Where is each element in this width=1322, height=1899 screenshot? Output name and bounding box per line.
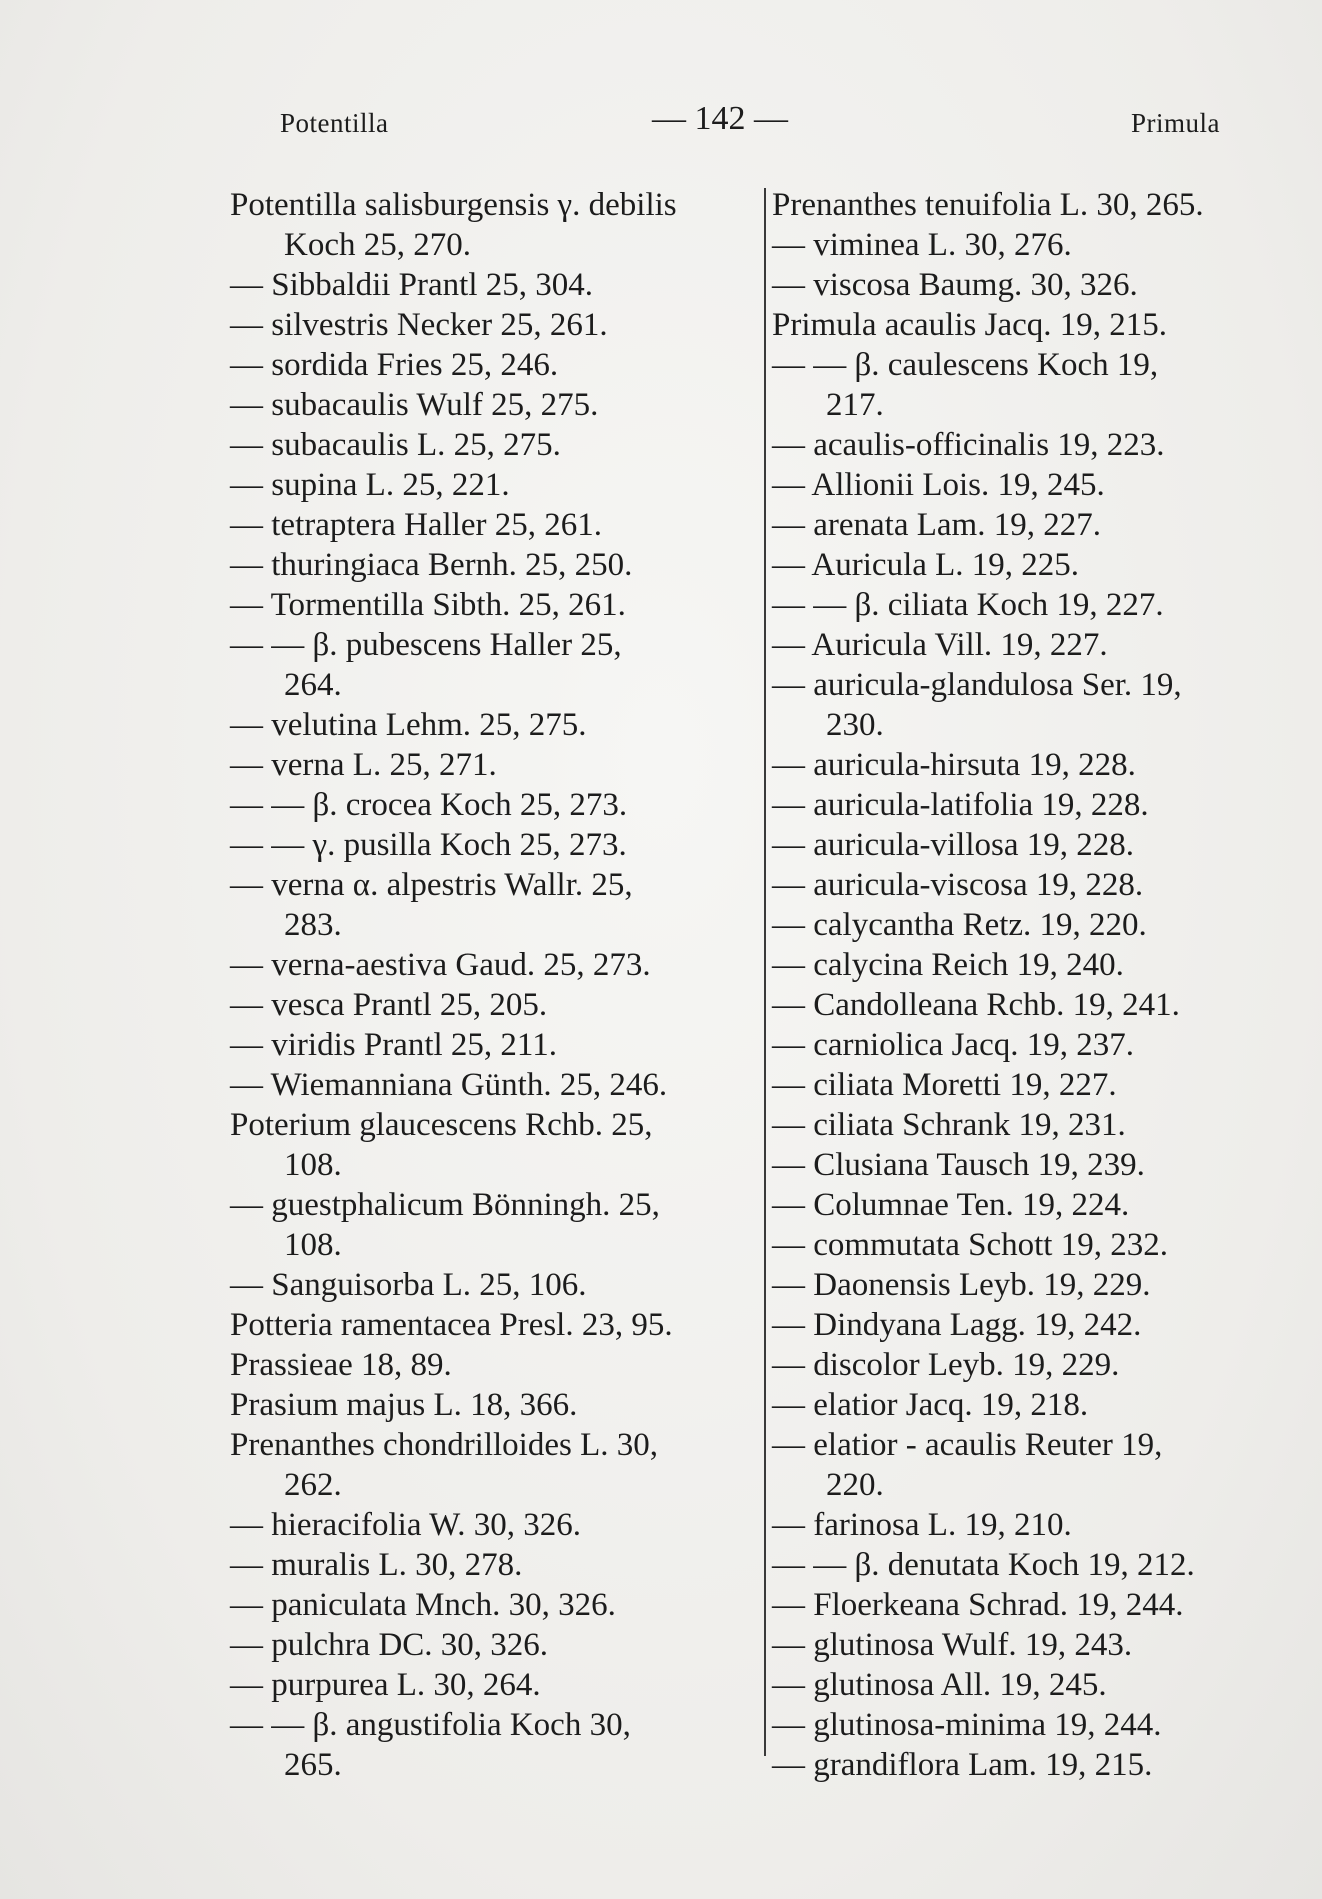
- index-entry-line: — silvestris Necker 25, 261.: [230, 307, 608, 343]
- index-entry-line: — subacaulis L. 25, 275.: [230, 427, 561, 463]
- index-entry-line: — — β. ciliata Koch 19, 227.: [772, 587, 1164, 623]
- index-entry-line: — glutinosa Wulf. 19, 243.: [772, 1627, 1133, 1663]
- index-entry-line: 108.: [284, 1147, 342, 1183]
- index-entry-line: — purpurea L. 30, 264.: [230, 1667, 541, 1703]
- index-entry-line: — glutinosa All. 19, 245.: [772, 1667, 1107, 1703]
- index-entry-line: — — β. caulescens Koch 19,: [772, 347, 1159, 383]
- index-entry-line: — verna-aestiva Gaud. 25, 273.: [230, 947, 651, 983]
- index-entry-line: — — β. pubescens Haller 25,: [230, 627, 622, 663]
- index-entry-line: — velutina Lehm. 25, 275.: [230, 707, 587, 743]
- index-entry-line: — verna L. 25, 271.: [230, 747, 497, 783]
- index-entry-line: — Floerkeana Schrad. 19, 244.: [772, 1587, 1184, 1623]
- index-entry-line: — Sibbaldii Prantl 25, 304.: [230, 267, 593, 303]
- index-entry-line: — — γ. pusilla Koch 25, 273.: [230, 827, 627, 863]
- index-entry-line: — tetraptera Haller 25, 261.: [230, 507, 603, 543]
- index-entry-line: — — β. denutata Koch 19, 212.: [772, 1547, 1195, 1583]
- index-column-right: [772, 185, 1312, 1785]
- index-entry-line: Potteria ramentacea Presl. 23, 95.: [230, 1307, 673, 1343]
- index-entry-line: — ciliata Schrank 19, 231.: [772, 1107, 1126, 1143]
- index-entry-line: Prasium majus L. 18, 366.: [230, 1387, 578, 1423]
- index-entry-line: — pulchra DC. 30, 326.: [230, 1627, 549, 1663]
- index-entry-line: — sordida Fries 25, 246.: [230, 347, 559, 383]
- index-entry-line: — hieracifolia W. 30, 326.: [230, 1507, 582, 1543]
- running-header: [280, 100, 1220, 140]
- index-entry-line: — arenata Lam. 19, 227.: [772, 507, 1101, 543]
- index-entry-line: — subacaulis Wulf 25, 275.: [230, 387, 599, 423]
- index-entry-line: — Sanguisorba L. 25, 106.: [230, 1267, 587, 1303]
- index-entry-line: — Wiemanniana Günth. 25, 246.: [230, 1067, 668, 1103]
- index-entry-line: — elatior Jacq. 19, 218.: [772, 1387, 1089, 1423]
- index-entry-line: 262.: [284, 1467, 342, 1503]
- index-entry-line: — Auricula L. 19, 225.: [772, 547, 1080, 583]
- index-entry-line: — farinosa L. 19, 210.: [772, 1507, 1072, 1543]
- index-entry-line: — viridis Prantl 25, 211.: [230, 1027, 557, 1063]
- index-entry-line: — auricula-viscosa 19, 228.: [772, 867, 1144, 903]
- index-entry-line: — paniculata Mnch. 30, 326.: [230, 1587, 616, 1623]
- index-entry-line: — verna α. alpestris Wallr. 25,: [230, 867, 633, 903]
- index-entry-line: — thuringiaca Bernh. 25, 250.: [230, 547, 633, 583]
- index-entry-line: 283.: [284, 907, 342, 943]
- index-entry-line: Potentilla salisburgensis γ. debilis: [230, 187, 677, 223]
- index-entry-line: — elatior - acaulis Reuter 19,: [772, 1427, 1163, 1463]
- index-entry-line: — Candolleana Rchb. 19, 241.: [772, 987, 1180, 1023]
- index-entry-line: — guestphalicum Bönningh. 25,: [230, 1187, 660, 1223]
- index-entry-line: — auricula-glandulosa Ser. 19,: [772, 667, 1182, 703]
- index-entry-line: — acaulis-officinalis 19, 223.: [772, 427, 1165, 463]
- index-entry-line: — grandiflora Lam. 19, 215.: [772, 1747, 1153, 1783]
- index-entry-line: — ciliata Moretti 19, 227.: [772, 1067, 1117, 1103]
- index-entry-line: — Dindyana Lagg. 19, 242.: [772, 1307, 1142, 1343]
- index-entry-line: 265.: [284, 1747, 342, 1783]
- index-entry-line: 108.: [284, 1227, 342, 1263]
- index-entry-line: — glutinosa-minima 19, 244.: [772, 1707, 1162, 1743]
- index-entry-line: Poterium glaucescens Rchb. 25,: [230, 1107, 653, 1143]
- index-entry-line: — vesca Prantl 25, 205.: [230, 987, 548, 1023]
- index-entry-line: — Daonensis Leyb. 19, 229.: [772, 1267, 1151, 1303]
- index-entry-line: — — β. crocea Koch 25, 273.: [230, 787, 628, 823]
- index-entry-line: Primula acaulis Jacq. 19, 215.: [772, 307, 1168, 343]
- index-column-left: [230, 185, 765, 1785]
- index-entry-line: — Clusiana Tausch 19, 239.: [772, 1147, 1145, 1183]
- index-entry-line: — Auricula Vill. 19, 227.: [772, 627, 1108, 663]
- index-entry-line: — calycina Reich 19, 240.: [772, 947, 1124, 983]
- index-entry-line: Prenanthes chondrilloides L. 30,: [230, 1427, 659, 1463]
- index-entry-line: — muralis L. 30, 278.: [230, 1547, 523, 1583]
- index-entry-line: 220.: [826, 1467, 884, 1503]
- header-right-catchword: Primula: [1131, 108, 1220, 138]
- index-entry-line: — commutata Schott 19, 232.: [772, 1227, 1168, 1263]
- index-entry-line: — calycantha Retz. 19, 220.: [772, 907, 1147, 943]
- index-entry-line: — auricula-hirsuta 19, 228.: [772, 747, 1136, 783]
- page-number: — 142 —: [652, 100, 788, 137]
- index-entry-line: 264.: [284, 667, 342, 703]
- index-entry-line: — supina L. 25, 221.: [230, 467, 510, 503]
- index-entry-line: — discolor Leyb. 19, 229.: [772, 1347, 1120, 1383]
- index-entry-line: — Allionii Lois. 19, 245.: [772, 467, 1105, 503]
- header-left-catchword: Potentilla: [280, 108, 389, 138]
- index-entry-line: — auricula-villosa 19, 228.: [772, 827, 1135, 863]
- index-entry-line: — Tormentilla Sibth. 25, 261.: [230, 587, 626, 623]
- index-entry-line: — viminea L. 30, 276.: [772, 227, 1072, 263]
- index-entry-line: 217.: [826, 387, 884, 423]
- index-entry-line: — — β. angustifolia Koch 30,: [230, 1707, 631, 1743]
- index-entry-line: Prassieae 18, 89.: [230, 1347, 452, 1383]
- index-entry-line: — auricula-latifolia 19, 228.: [772, 787, 1149, 823]
- index-entry-line: — carniolica Jacq. 19, 237.: [772, 1027, 1134, 1063]
- index-entry-line: — Columnae Ten. 19, 224.: [772, 1187, 1130, 1223]
- index-entry-line: Koch 25, 270.: [284, 227, 471, 263]
- index-entry-line: Prenanthes tenuifolia L. 30, 265.: [772, 187, 1204, 223]
- index-entry-line: — viscosa Baumg. 30, 326.: [772, 267, 1138, 303]
- index-entry-line: 230.: [826, 707, 884, 743]
